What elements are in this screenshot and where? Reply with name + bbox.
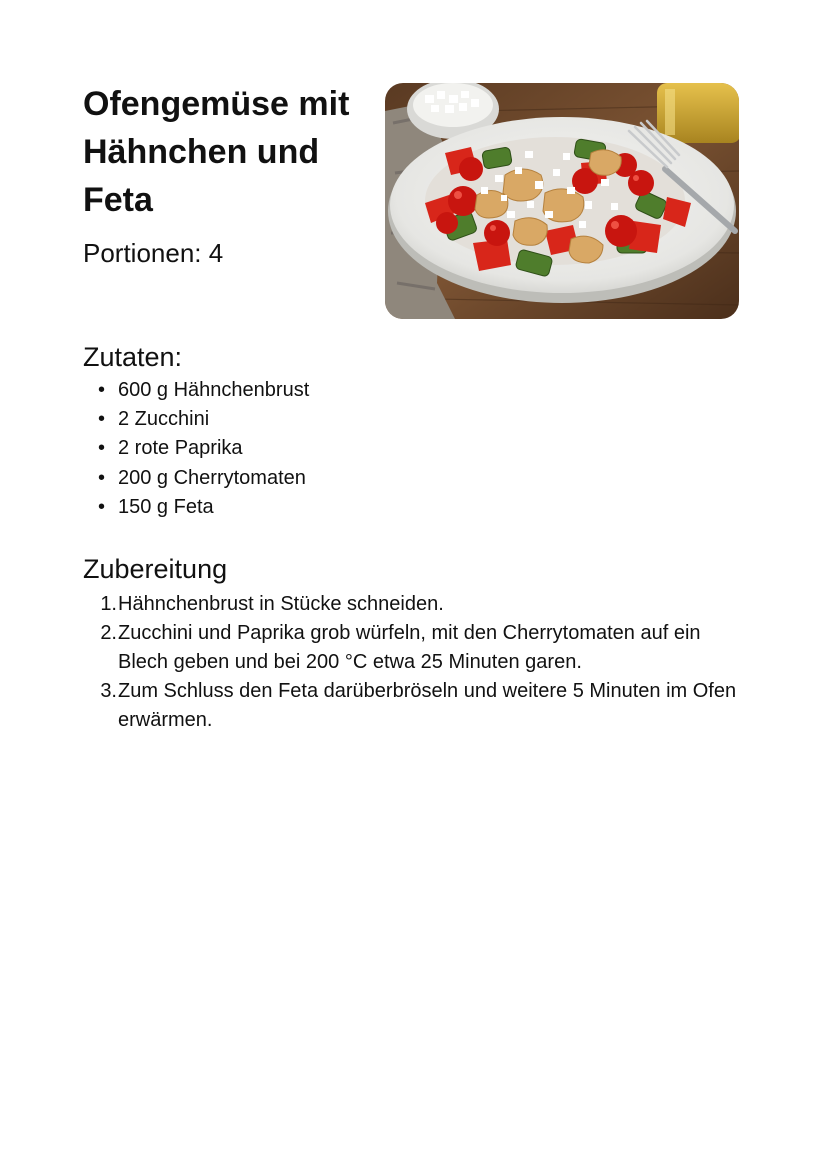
ingredient-text: 200 g Cherrytomaten: [118, 466, 306, 489]
step-item: [83, 619, 753, 677]
step-text: Zucchini und Paprika grob würfeln, mit den Cherrytomaten auf ein Blech geben und bei 200 °C etwa 25 Minuten garen.: [118, 622, 701, 673]
step-item: [83, 677, 753, 735]
bullet-icon: •: [98, 408, 106, 431]
steps-list: [83, 590, 753, 735]
bullet-icon: •: [98, 437, 106, 460]
step-item: [83, 590, 753, 619]
bullet-icon: •: [98, 495, 106, 518]
ingredient-text: 150 g Feta: [118, 495, 214, 518]
ingredient-text: 2 Zucchini: [118, 408, 210, 431]
step-number: 3.: [100, 680, 117, 702]
steps-heading: Zubereitung: [83, 554, 228, 584]
ingredient-text: 600 g Hähnchenbrust: [118, 379, 310, 401]
step-number: 1.: [100, 593, 117, 615]
step-text: Hähnchenbrust in Stücke schneiden.: [118, 593, 444, 615]
ingredient-item: [83, 493, 309, 522]
ingredient-item: [83, 376, 309, 405]
bullet-icon: •: [98, 466, 106, 489]
ingredients-heading: Zutaten:: [83, 342, 183, 372]
ingredient-item: [83, 464, 309, 493]
ingredients-list: [83, 376, 309, 522]
step-number: 2.: [100, 622, 117, 644]
ingredient-text: 2 rote Paprika: [118, 437, 243, 460]
ingredient-item: [83, 405, 309, 434]
bullet-icon: •: [98, 379, 106, 401]
recipe-title: Ofengemüse mit Hähnchen und Feta: [83, 85, 350, 219]
ingredient-item: [83, 434, 309, 463]
step-text: Zum Schluss den Feta darüberbröseln und weitere 5 Minuten im Ofen erwärmen.: [118, 680, 737, 731]
servings-label: Portionen: 4: [83, 238, 224, 268]
dish-photo: [385, 83, 739, 319]
